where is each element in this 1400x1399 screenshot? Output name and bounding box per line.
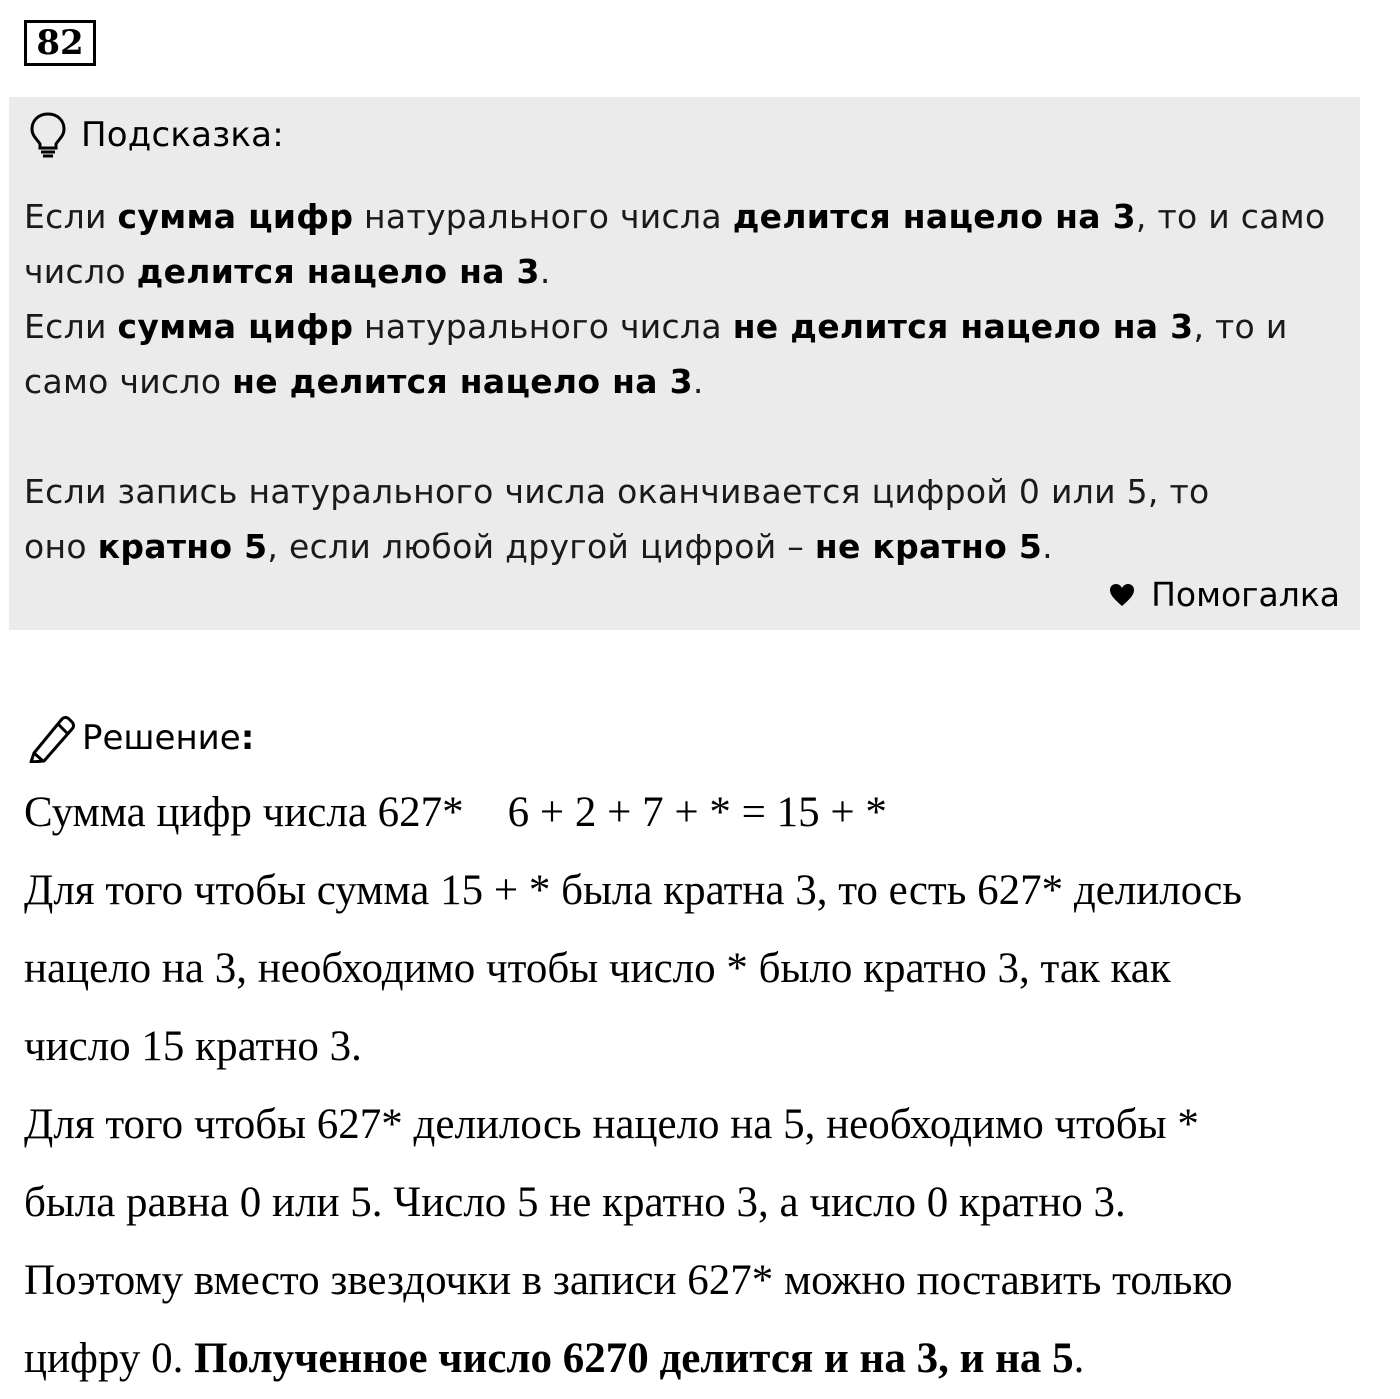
lightbulb-icon [29,111,67,159]
hint-bold-text: не делится нацело на 3 [232,362,693,401]
hint-text: , если любой другой цифрой – [267,527,815,566]
solution-conclusion: Полученное число 6270 делится и на 3, и на 5 [194,1335,1074,1382]
solution-text: цифру 0. [24,1335,195,1382]
solution-title-colon: : [240,718,255,758]
solution-line-5: Для того чтобы 627* делилось нацело на 5, необходимо чтобы * [24,1101,1199,1148]
heart-icon [1109,583,1151,607]
solution-equation: 6 + 2 + 7 + * = 15 + * [507,789,887,836]
hint-text: Если [24,197,118,236]
hint-text: само число [24,362,233,401]
solution-line-3: нацело на 3, необходимо чтобы число * было кратно 3, так как [24,945,1171,992]
hint-box [9,97,1360,630]
solution-body [24,774,1374,1398]
solution-line-7: Поэтому вместо звездочки в записи 627* можно поставить только [24,1257,1233,1304]
brand-label: Помогалка [1151,575,1340,614]
solution-line-4: число 15 кратно 3. [24,1023,362,1070]
hint-footer [1109,575,1340,614]
hint-text: натурального числа [353,307,733,346]
hint-body [24,189,1344,574]
hint-text: Если [24,307,118,346]
hint-paragraph-3 [24,464,1344,574]
solution-header [28,713,254,763]
hint-text: натурального числа [353,197,733,236]
hint-text: Если запись натурального числа оканчивается цифрой 0 или 5, то [24,472,1210,511]
hint-bold-text: сумма цифр [117,197,354,236]
solution-line-6: была равна 0 или 5. Число 5 не кратно 3, а число 0 кратно 3. [24,1179,1126,1226]
hint-text: , то и [1193,307,1288,346]
hint-text: . [692,362,704,401]
hint-text: . [539,252,551,291]
solution-text: . [1073,1335,1085,1382]
solution-text: Сумма цифр числа 627* [24,789,464,836]
hint-header [29,109,284,161]
problem-number: 82 [24,20,96,66]
hint-text: . [1042,527,1053,566]
solution-title-text: Решение [82,718,241,758]
hint-bold-text: не кратно 5 [814,527,1043,566]
hint-spacer [24,409,1344,464]
hint-text: оно [24,527,98,566]
solution-line-2: Для того чтобы сумма 15 + * была кратна 3, то есть 627* делилось [24,867,1242,914]
hint-bold-text: кратно 5 [97,527,268,566]
hint-paragraph-1 [24,189,1344,299]
solution-line-1 [24,774,1374,852]
hint-title: Подсказка: [81,115,284,155]
pencil-icon [28,713,76,763]
hint-bold-text: не делится нацело на 3 [732,307,1194,346]
solution-line-8 [24,1320,1374,1398]
hint-bold-text: делится нацело на 3 [732,197,1136,236]
hint-text: , то и само [1135,197,1326,236]
hint-text: число [24,252,137,291]
hint-bold-text: сумма цифр [117,307,354,346]
solution-title [82,718,254,758]
hint-bold-text: делится нацело на 3 [136,252,540,291]
hint-paragraph-2 [24,299,1344,409]
